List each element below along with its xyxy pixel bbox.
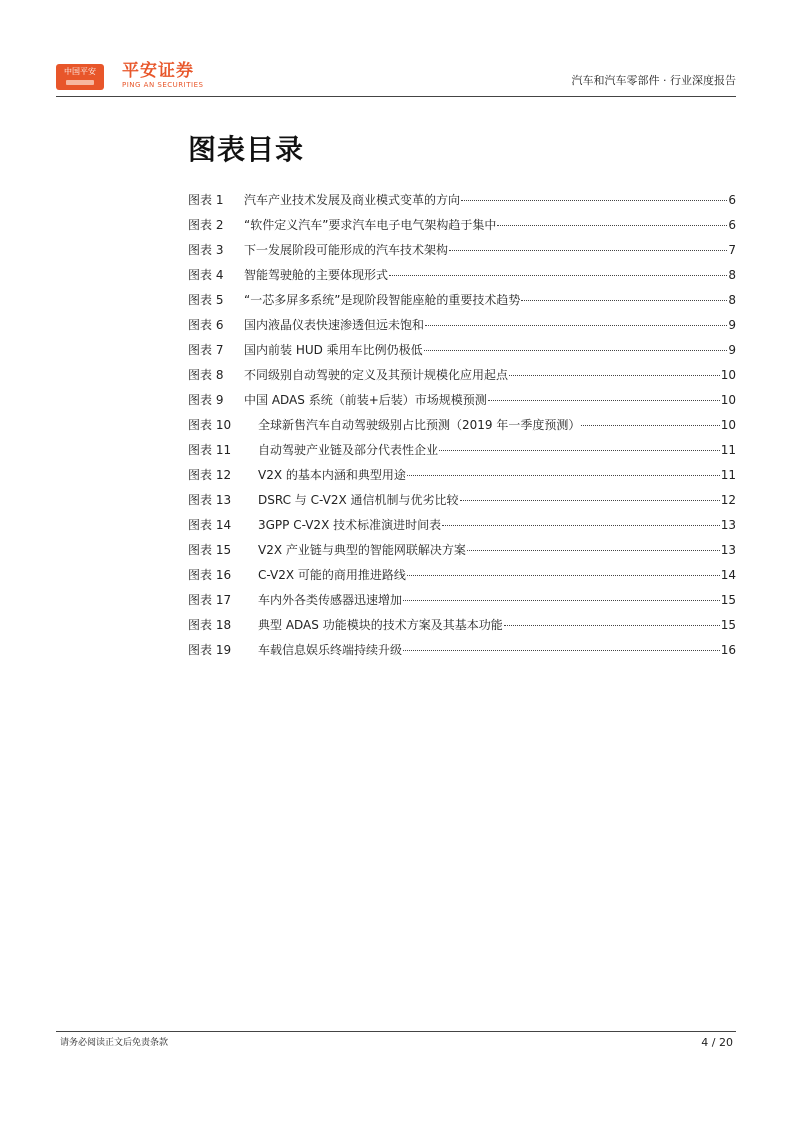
toc-entry-page: 15 (720, 618, 736, 632)
toc-entry-page: 13 (720, 518, 736, 532)
toc-entry-label: 图表 19 (188, 643, 232, 657)
toc-entry[interactable] (188, 563, 736, 588)
toc-entry-title: 智能驾驶舱的主要体现形式 (244, 268, 389, 282)
toc-entry[interactable] (188, 338, 736, 363)
toc-dot-leader (497, 225, 727, 226)
toc-entry-title: 下一发展阶段可能形成的汽车技术架构 (244, 243, 449, 257)
toc-entry-title: “软件定义汽车”要求汽车电子电气架构趋于集中 (244, 218, 497, 232)
toc-entry-title: 中国 ADAS 系统（前装+后装）市场规模预测 (244, 393, 487, 407)
toc-dot-leader (425, 325, 727, 326)
toc-entry-page: 11 (720, 443, 736, 457)
brand-name-en: PING AN SECURITIES (122, 81, 204, 89)
header-divider (56, 96, 736, 97)
toc-entry-title: 车载信息娱乐终端持续升级 (258, 643, 403, 657)
toc-entry[interactable] (188, 363, 736, 388)
toc-entry-title: DSRC 与 C-V2X 通信机制与优劣比较 (258, 493, 459, 507)
toc-entry-label: 图表 13 (188, 493, 232, 507)
toc-entry[interactable] (188, 238, 736, 263)
toc-entry-label: 图表 10 (188, 418, 232, 432)
toc-dot-leader (403, 650, 720, 651)
toc-entry-title: V2X 的基本内涵和典型用途 (258, 468, 406, 482)
toc-entry-page: 14 (720, 568, 736, 582)
toc-entry[interactable] (188, 188, 736, 213)
toc-entry-label: 图表 8 (188, 368, 224, 382)
toc-entry-label: 图表 9 (188, 393, 224, 407)
footer-page-number: 4 / 20 (701, 1036, 733, 1049)
logo-badge-strip (66, 80, 94, 85)
toc-dot-leader (504, 625, 720, 626)
ping-an-logo (56, 64, 104, 90)
toc-entry[interactable] (188, 513, 736, 538)
toc-dot-leader (389, 275, 727, 276)
toc-entry-label: 图表 3 (188, 243, 224, 257)
toc-dot-leader (442, 525, 720, 526)
toc-entry[interactable] (188, 213, 736, 238)
toc-entry-label: 图表 5 (188, 293, 224, 307)
toc-entry-page: 6 (728, 218, 736, 232)
toc-dot-leader (449, 250, 727, 251)
toc-entry[interactable] (188, 288, 736, 313)
toc-entry[interactable] (188, 263, 736, 288)
toc-entry[interactable] (188, 388, 736, 413)
toc-dot-leader (521, 300, 727, 301)
toc-entry-page: 11 (720, 468, 736, 482)
toc-entry-label: 图表 15 (188, 543, 232, 557)
toc-dot-leader (439, 450, 720, 451)
toc-entry-page: 12 (720, 493, 736, 507)
toc-entry[interactable] (188, 538, 736, 563)
logo-badge-text: 中国平安 (64, 67, 96, 76)
toc-entry-page: 15 (720, 593, 736, 607)
toc-dot-leader (581, 425, 719, 426)
toc-entry[interactable] (188, 413, 736, 438)
page-header (56, 58, 736, 98)
toc-entry-label: 图表 14 (188, 518, 232, 532)
toc-entry-label: 图表 18 (188, 618, 232, 632)
toc-entry[interactable] (188, 438, 736, 463)
footer-disclaimer: 请务必阅读正文后免责条款 (60, 1038, 169, 1048)
toc-entry-title: 国内前装 HUD 乘用车比例仍极低 (244, 343, 423, 357)
toc-entry-title: 汽车产业技术发展及商业模式变革的方向 (244, 193, 461, 207)
toc-entry-page: 9 (728, 318, 736, 332)
toc-entry-page: 10 (720, 393, 736, 407)
toc-entry-page: 9 (728, 343, 736, 357)
toc-entry-title: C-V2X 可能的商用推进路线 (258, 568, 406, 582)
toc-entry-title: “一芯多屏多系统”是现阶段智能座舱的重要技术趋势 (244, 293, 521, 307)
toc-dot-leader (467, 550, 720, 551)
toc-dot-leader (403, 600, 720, 601)
toc-entry-label: 图表 11 (188, 443, 232, 457)
toc-entry-label: 图表 4 (188, 268, 224, 282)
toc-dot-leader (460, 500, 720, 501)
toc-entry-page: 8 (728, 268, 736, 282)
toc-entry[interactable] (188, 463, 736, 488)
toc-entry-page: 10 (720, 368, 736, 382)
toc-dot-leader (407, 575, 720, 576)
toc-entry-page: 7 (728, 243, 736, 257)
toc-dot-leader (488, 400, 720, 401)
toc-entry-title: 全球新售汽车自动驾驶级别占比预测（2019 年一季度预测） (258, 418, 581, 432)
toc-entry-title: 3GPP C-V2X 技术标准演进时间表 (258, 518, 442, 532)
brand-name-cn: 平安证券 (122, 61, 194, 81)
toc-dot-leader (424, 350, 728, 351)
toc-entry-title: 不同级别自动驾驶的定义及其预计规模化应用起点 (244, 368, 509, 382)
toc-entry-title: 自动驾驶产业链及部分代表性企业 (258, 443, 439, 457)
toc-entry-page: 6 (728, 193, 736, 207)
toc-entry[interactable] (188, 488, 736, 513)
toc-entry-label: 图表 12 (188, 468, 232, 482)
toc-entry-title: 典型 ADAS 功能模块的技术方案及其基本功能 (258, 618, 503, 632)
toc-entry[interactable] (188, 588, 736, 613)
toc-entry-label: 图表 6 (188, 318, 224, 332)
toc-entry-title: V2X 产业链与典型的智能网联解决方案 (258, 543, 466, 557)
toc-entry-label: 图表 2 (188, 218, 224, 232)
toc-dot-leader (509, 375, 720, 376)
toc-dot-leader (407, 475, 720, 476)
toc-entry-label: 图表 7 (188, 343, 224, 357)
toc-dot-leader (461, 200, 727, 201)
toc-entry[interactable] (188, 638, 736, 663)
toc-entry[interactable] (188, 313, 736, 338)
toc-entry-label: 图表 17 (188, 593, 232, 607)
toc-entry-label: 图表 16 (188, 568, 232, 582)
toc-entry-title: 国内液晶仪表快速渗透但远未饱和 (244, 318, 425, 332)
toc-entry-title: 车内外各类传感器迅速增加 (258, 593, 403, 607)
toc-entry-page: 16 (720, 643, 736, 657)
report-category: 汽车和汽车零部件 · 行业深度报告 (571, 74, 736, 87)
figure-toc-list (188, 188, 736, 663)
page-title: 图表目录 (188, 133, 305, 166)
toc-entry-page: 8 (728, 293, 736, 307)
toc-entry-label: 图表 1 (188, 193, 224, 207)
footer-divider (56, 1031, 736, 1032)
toc-entry-page: 13 (720, 543, 736, 557)
toc-entry-page: 10 (720, 418, 736, 432)
toc-entry[interactable] (188, 613, 736, 638)
